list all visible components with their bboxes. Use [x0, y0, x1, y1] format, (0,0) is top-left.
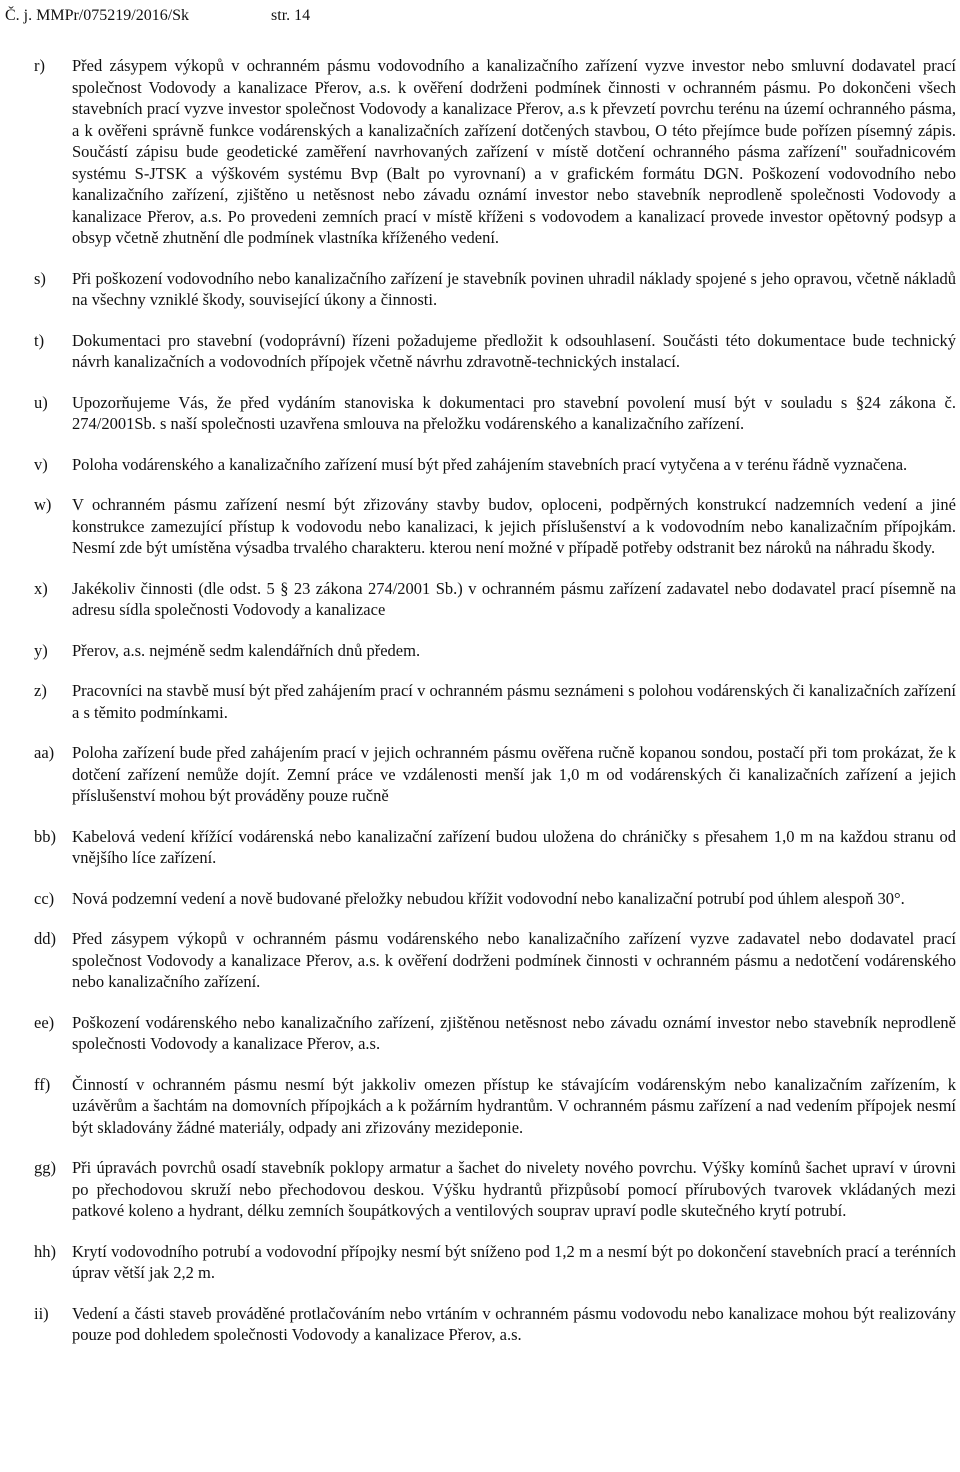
item-label: gg)	[34, 1158, 56, 1177]
item-text: Krytí vodovodního potrubí a vodovodní přípojky nesmí být sníženo pod 1,2 m a nesmí být po dokončení stavebních prací a terénních úprav větší jak 2,2 m.	[72, 1241, 956, 1282]
item-text: Dokumentaci pro stavební (vodoprávní) řízeni požadujeme předložit k odsouhlasení. Součásti této dokumentace bude technický návrh kanalizačních a vodovodních přípojek včetně návrhu zdravotně-technických instalací.	[72, 330, 956, 371]
item-label: dd)	[34, 929, 56, 948]
page-header	[5, 6, 310, 26]
list-item	[0, 928, 960, 993]
item-text: Poloha zařízení bude před zahájením prací v jejich ochranném pásmu ověřena ručně kopanou sondou, postačí při tom prokázat, že k dotčení zařízení nemůže dojít. Zemní práce ve vzdálenosti menší jak 1,0 m od vodárenských či kanalizačních zařízení a jejich příslušenství mohou být prováděny pouze ručně	[72, 743, 956, 805]
item-label: hh)	[34, 1241, 56, 1261]
item-label: z)	[34, 681, 47, 700]
list-item	[0, 826, 960, 869]
item-text: Přerov, a.s. nejméně sedm kalendářních dnů předem.	[72, 640, 421, 660]
item-label: cc)	[34, 888, 55, 908]
item-label: w)	[34, 495, 52, 514]
item-label: y)	[34, 640, 48, 660]
item-label: s)	[34, 268, 46, 288]
page-number: str. 14	[271, 7, 311, 24]
list-item	[0, 55, 960, 249]
list-item	[0, 742, 960, 807]
conditions-list	[0, 55, 960, 1365]
item-label: bb)	[34, 826, 56, 846]
list-item	[0, 454, 960, 476]
item-text: Upozorňujeme Vás, že před vydáním stanoviska k dokumentaci pro stavební povolení musí být v souladu s §24 zákona č. 274/2001Sb. s naší společnosti uzavřena smlouva na přeložku vodárenského a kanalizačního zařízení.	[72, 392, 956, 433]
item-text: Pracovníci na stavbě musí být před zahájením prací v ochranném pásmu seznámeni s polohou vodárenských či kanalizačních zařízení a s těmito podmínkami.	[72, 681, 956, 722]
item-label: r)	[34, 56, 45, 75]
list-item	[0, 1303, 960, 1346]
item-text: Činností v ochranném pásmu nesmí být jakkoliv omezen přístup ke stávajícím vodárenským nebo kanalizačním zařízením, k uzávěrům a šachtám na domovních přípojkách a k požárním hydrantům. V ochranném pásmu zařízení a nad vedením přípojek nesmí být skladovány žádné materiály, odpady ani zřizovány mezideponie.	[72, 1074, 956, 1137]
item-label: ii)	[34, 1303, 49, 1323]
list-item	[0, 494, 960, 559]
list-item	[0, 1074, 960, 1139]
list-item	[0, 268, 960, 311]
list-item	[0, 640, 960, 662]
list-item	[0, 1157, 960, 1222]
item-text: Kabelová vedení křížící vodárenská nebo kanalizační zařízení budou uložena do chráničky s přesahem 1,0 m na každou stranu od vnějšího líce zařízení.	[72, 826, 956, 867]
item-text: Nová podzemní vedení a nově budované přeložky nebudou křížit vodovodní nebo kanalizační potrubí pod úhlem alespoň 30°.	[72, 888, 905, 908]
item-text: Poškození vodárenského nebo kanalizačního zařízení, zjištěnou netěsnost nebo závadu oznámí investor nebo stavebník neprodleně společnosti Vodovody a kanalizace Přerov, a.s.	[72, 1012, 956, 1053]
list-item	[0, 1241, 960, 1284]
list-item	[0, 888, 960, 910]
item-label: v)	[34, 454, 48, 474]
item-label: ff)	[34, 1074, 51, 1094]
document-reference: Č. j. MMPr/075219/2016/Sk	[5, 7, 190, 24]
list-item	[0, 680, 960, 723]
list-item	[0, 1012, 960, 1055]
item-label: x)	[34, 578, 48, 598]
item-text: Jakékoliv činnosti (dle odst. 5 § 23 zákona 274/2001 Sb.) v ochranném pásmu zařízení zadavatel nebo dodavatel prací písemně na adresu sídla společnosti Vodovody a kanalizace	[72, 578, 956, 619]
item-label: ee)	[34, 1012, 55, 1032]
item-text: Před zásypem výkopů v ochranném pásmu vodovodního a kanalizačního zařízení vyzve investor nebo smluvní dodavatel prací společnost Vodovody a kanalizace Přerov, a.s. k ověření dodrženi podmínek činnosti v ochranném pásmu. Po dokončeni všech stavebních prací vyzve investor společnost Vodovody a kanalizace Přerov, a.s k převzetí povrchu terénu na území ochranného pásma, a k ověřeni správně funkce vodárenských a kanalizačních zařízení dotčených stavbou, O této přejímce bude pořízen písemný zápis. Součástí zápisu bude geodetické zaměření navrhovaných zařízení v místě dotčení ochranného pásma zařízení" souřadnicovém systému S-JTSK a výškovém systému Bvp (Balt po vyrovnaní) a v grafickém formátu DGN. Poškození vodovodního nebo kanalizačního zařízení, zjištěno u netěsnost nebo závadu oznámí investor nebo stavebník neprodleně společnosti Vodovody a kanalizace Přerov, a.s. Po provedeni zemních prací v místě kříženi s vodovodem a kanalizací provede investor opětovný podsyp a obsyp včetně zhutnění dle podmínek vlastníka kříženého vedení.	[72, 56, 956, 247]
list-item	[0, 578, 960, 621]
item-label: u)	[34, 392, 48, 412]
item-text: V ochranném pásmu zařízení nesmí být zřizovány stavby budov, oploceni, podpěrných konstrukcí nadzemních vedení a jiné konstrukce zamezující přístup k vodovodu nebo kanalizaci, k jejich příslušenství a k vodovodním nebo kanalizačním přípojkám. Nesmí zde být umístěna výsadba trvalého charakteru. kterou není možné v případě potřeby odstranit bez nároků na náhradu škody.	[72, 495, 956, 557]
list-item	[0, 330, 960, 373]
item-text: Při poškození vodovodního nebo kanalizačního zařízení je stavebník povinen uhradil náklady spojené s jeho opravou, včetně nákladů na všechny vzniklé škody, související úkony a činnosti.	[72, 268, 956, 309]
item-text: Před zásypem výkopů v ochranném pásmu vodárenského nebo kanalizačního zařízení vyzve zadavatel nebo dodavatel prací společnost Vodovody a kanalizace Přerov, a.s. k ověření dodrženi podmínek činnosti v ochranném pásmu a nedotčení vodárenského nebo kanalizačního zařízení.	[72, 929, 956, 991]
item-label: t)	[34, 330, 45, 350]
item-label: aa)	[34, 743, 55, 762]
item-text: Poloha vodárenského a kanalizačního zařízení musí být před zahájením stavebních prací vytyčena a v terénu řádně vyznačena.	[72, 454, 908, 474]
list-item	[0, 392, 960, 435]
item-text: Při úpravách povrchů osadí stavebník poklopy armatur a šachet do nivelety nového povrchu. Výšky komínů šachet upraví v úrovni po přechodovou skruží nebo přechodovou deskou. Výšku hydrantů přizpůsobí pomocí přírubových tvarovek vkládaných mezi patkové koleno a hydrant, délku zemních šoupátkových a ventilových souprav upraví podle skutečného krytí potrubí.	[72, 1158, 956, 1220]
item-text: Vedení a části staveb prováděné protlačováním nebo vrtáním v ochranném pásmu vodovodu nebo kanalizace mohou být realizovány pouze pod dohledem společnosti Vodovody a kanalizace Přerov, a.s.	[72, 1303, 956, 1344]
